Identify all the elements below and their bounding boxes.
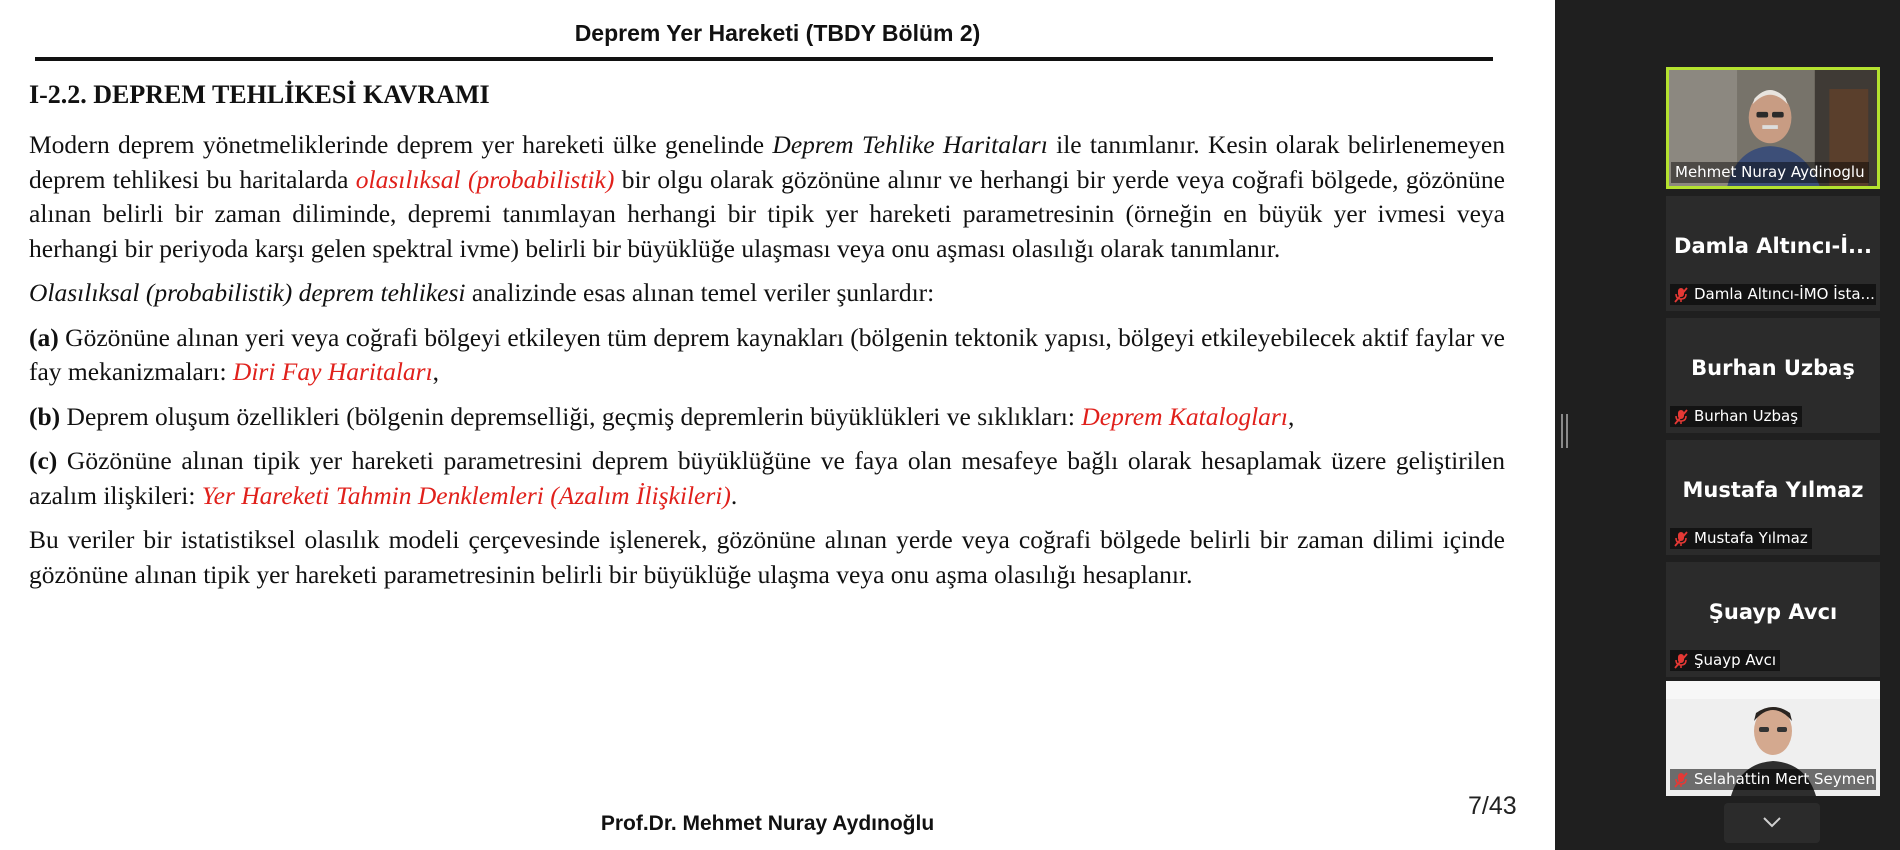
participant-display-name: Burhan Uzbaş	[1691, 356, 1855, 380]
show-more-participants-button[interactable]	[1724, 803, 1820, 843]
slide-content	[29, 80, 1505, 602]
item-b-label: (b)	[29, 401, 61, 431]
participant-name: Burhan Uzbaş	[1694, 407, 1799, 425]
participant-display-name: Mustafa Yılmaz	[1682, 478, 1864, 502]
slide-footer: Prof.Dr. Mehmet Nuray Aydınoğlu	[600, 812, 935, 835]
participant-name-bar	[1670, 650, 1780, 671]
item-b-text: Deprem oluşum özellikleri (bölgenin depremselliği, geçmiş depremlerin büyüklükleri ve sıklıkları:	[60, 401, 1082, 431]
participant-tile-burhan[interactable]	[1666, 318, 1880, 433]
participant-display-name: Şuayp Avcı	[1708, 600, 1838, 624]
participant-name-bar	[1671, 162, 1869, 183]
participant-name-bar	[1670, 284, 1876, 305]
p1-text-e: bir olgu olarak gözönüne alınır ve herhangi bir yerde veya coğrafi bölgede, gözönüne alınan belirli bir zaman diliminde, depremi tanımlayan herhangi bir tipik yer hareketi parametresinin (örneğin en büyük yer ivmesi veya herhangi bir periyoda karşı gelen spektral ivme) belirli bir büyüklüğe ulaşması veya onu aşması olasılığı olarak tanımlanır.	[29, 164, 1506, 263]
p1-text-a: Modern deprem yönetmeliklerinde deprem yer hareketi ülke genelinde	[29, 130, 773, 159]
participant-display-name: Damla Altıncı-İ...	[1674, 234, 1872, 258]
p1-italic-term: Deprem Tehlike Haritaları	[772, 130, 1048, 159]
slide-header: Deprem Yer Hareketi (TBDY Bölüm 2)	[574, 20, 981, 46]
participant-panel	[1666, 0, 1880, 850]
item-c-label: (c)	[29, 446, 58, 475]
list-item-b	[29, 400, 1505, 435]
item-c-end: .	[730, 480, 738, 510]
mic-muted-icon	[1674, 531, 1688, 547]
participant-name-bar	[1670, 528, 1812, 549]
section-title: I-2.2. DEPREM TEHLİKESİ KAVRAMI	[29, 80, 490, 109]
p1-text-c: ile tanımlanır. Kesin olarak belirlenemeyen deprem tehlikesi bu haritalarda	[29, 130, 1505, 194]
item-a-label: (a)	[29, 322, 59, 352]
participant-tile-suayp[interactable]	[1666, 562, 1880, 677]
item-a-text: Gözönüne alınan yeri veya coğrafi bölgeyi etkileyen tüm deprem kaynakları (bölgenin tektonik yapısı, bölgeyi etkileyebilecek aktif faylar ve fay mekanizmaları:	[29, 322, 1505, 386]
p2-text: analizinde esas alınan temel veriler şunlardır:	[465, 278, 935, 307]
participant-name-bar	[1670, 406, 1802, 427]
mic-muted-icon	[1674, 287, 1688, 303]
list-item-c	[29, 444, 1505, 513]
item-a-red-term: Diri Fay Haritaları	[232, 357, 433, 386]
participant-name: Selahattin Mert Seymen	[1694, 770, 1875, 788]
p1-red-term: olasılıksal (probabilistik)	[355, 164, 615, 194]
mic-muted-icon	[1674, 409, 1688, 425]
list-item-a	[29, 321, 1505, 390]
header-rule	[35, 57, 1493, 61]
participant-name: Mehmet Nuray Aydinoglu	[1675, 163, 1865, 181]
participant-name: Mustafa Yılmaz	[1694, 529, 1808, 547]
paragraph-1	[29, 128, 1505, 266]
item-b-red-term: Deprem Katalogları	[1081, 401, 1288, 431]
item-c-red-term: Yer Hareketi Tahmin Denklemleri (Azalım İlişkileri)	[201, 480, 731, 510]
chevron-down-icon	[1762, 815, 1782, 829]
paragraph-2	[29, 276, 1505, 311]
participant-name: Şuayp Avcı	[1694, 651, 1777, 669]
item-c-text: Gözönüne alınan tipik yer hareketi parametresini deprem büyüklüğüne ve faya olan mesafeye bağlı olarak hesaplamak üzere geliştirilen azalım ilişkileri:	[29, 446, 1505, 510]
mic-muted-icon	[1674, 772, 1688, 788]
p2-italic-term: Olasılıksal (probabilistik) deprem tehlikesi	[29, 278, 466, 307]
participant-name-bar	[1670, 769, 1876, 790]
paragraph-3: Bu veriler bir istatistiksel olasılık modeli çerçevesinde işlenerek, gözönüne alınan yerde veya coğrafi bölgede belirli bir zaman dilimi içinde gözönüne alınan tipik yer hareketi parametresinin belirli bir büyüklüğe ulaşma veya onu aşma olasılığı hesaplanır.	[29, 525, 1505, 589]
participant-tile-selahattin[interactable]	[1666, 681, 1880, 796]
participant-tile-mehmet[interactable]	[1666, 67, 1880, 189]
item-b-end: ,	[1287, 401, 1295, 431]
participant-tile-damla[interactable]	[1666, 196, 1880, 311]
page-number: 7/43	[1468, 792, 1517, 820]
participant-tile-mustafa[interactable]	[1666, 440, 1880, 555]
participant-name: Damla Altıncı-İMO İsta...	[1694, 285, 1875, 303]
mic-muted-icon	[1674, 653, 1688, 669]
resize-handle[interactable]	[1561, 414, 1569, 448]
item-a-end: ,	[432, 357, 440, 386]
